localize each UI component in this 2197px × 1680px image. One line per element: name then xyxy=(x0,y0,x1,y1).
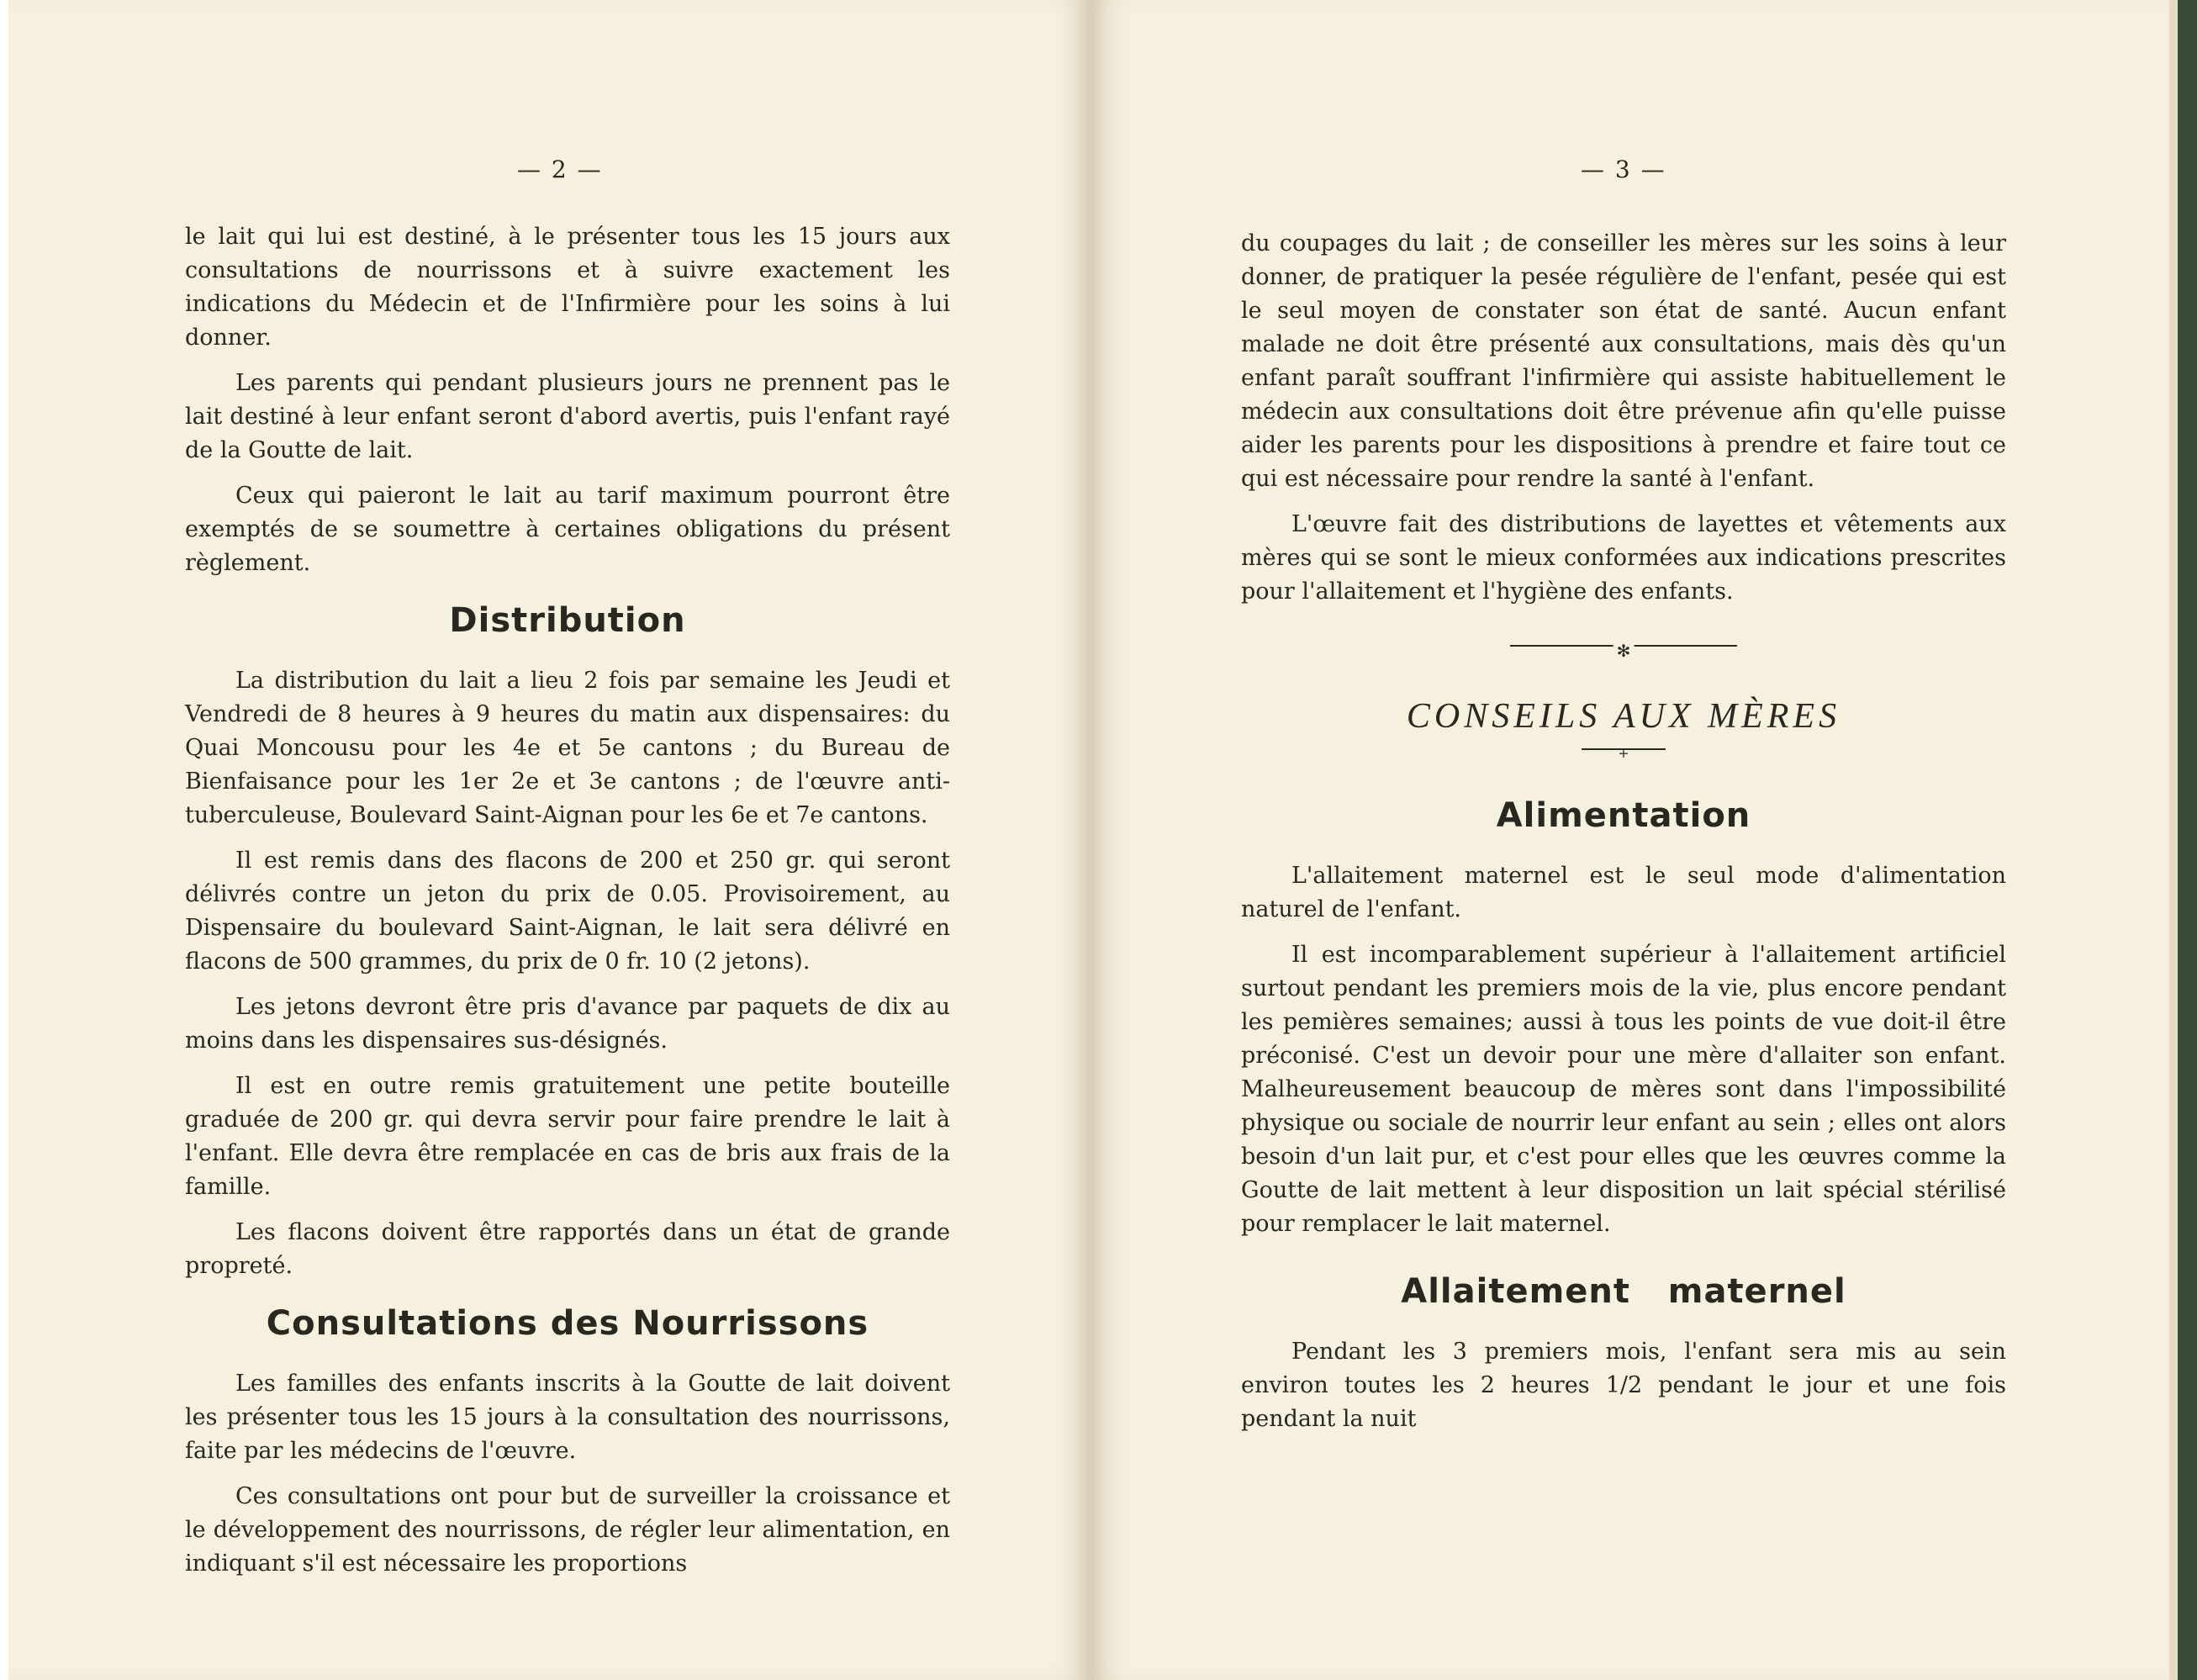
right-text-column xyxy=(1241,227,2006,1448)
paragraph: du coupages du lait ; de conseiller les mères sur les soins à leur donner, de pratiquer la pesée régulière de l'enfant, pesée qui est le seul moyen de constater son état de santé. Aucun enfant malade ne doit être présenté aux consultations, mais dès qu'un enfant paraît souffrant l'infirmière qui assiste habituellement le médecin aux consultations doit être prévenue afin qu'elle puisse aider les parents pour les dispositions à prendre et faire tout ce qui est nécessaire pour rendre la santé à l'enfant. xyxy=(1241,230,2006,492)
page-edge xyxy=(2169,0,2178,1680)
paragraph: L'allaitement maternel est le seul mode d'alimentation naturel de l'enfant. xyxy=(1241,863,2006,922)
paragraph: Les familles des enfants inscrits à la Goutte de lait doivent les présenter tous les 15 jours à la consultation des nourrissons, faite par les médecins de l'œuvre. xyxy=(185,1371,950,1464)
page-number: — 2 — xyxy=(517,156,603,183)
section-title-conseils: CONSEILS AUX MÈRES xyxy=(1406,697,1841,736)
section-title-distribution: Distribution xyxy=(449,601,686,640)
paragraph: le lait qui lui est destiné, à le présenter tous les 15 jours aux consultations de nourrissons et à suivre exactement les indications du Médecin et de l'Infirmière pour les soins à lui donner. xyxy=(185,224,950,351)
short-rule xyxy=(1582,743,1666,761)
left-text-column xyxy=(185,220,950,1593)
paragraph: Il est en outre remis gratuitement une petite bouteille graduée de 200 gr. qui devra servir pour faire prendre le lait à l'enfant. Elle devra être remplacée en cas de bris aux frais de la famille. xyxy=(185,1073,950,1200)
ornamental-rule xyxy=(1510,637,1737,661)
paragraph: La distribution du lait a lieu 2 fois par semaine les Jeudi et Vendredi de 8 heures à 9 heures du matin aux dispensaires: du Quai Moncousu pour les 4e et 5e cantons ; du Bureau de Bienfaisance pour les 1er 2e et 3e cantons ; de l'œuvre anti-tuberculeuse, Boulevard Saint-Aignan pour les 6e et 7e cantons. xyxy=(185,668,950,828)
paragraph: Il est remis dans des flacons de 200 et 250 gr. qui seront délivrés contre un jeton du prix de 0.05. Provisoirement, au Dispensaire du boulevard Saint-Aignan, le lait sera délivré en flacons de 500 grammes, du prix de 0 fr. 10 (2 jetons). xyxy=(185,848,950,975)
paragraph: Il est incomparablement supérieur à l'allaitement artificiel surtout pendant les premiers mois de la vie, plus encore pendant les pemières semaines; aussi à tous les points de vue doit-il être préconisé. C'est un devoir pour une mère d'allaiter son enfant. Malheureusement beaucoup de mères sont dans l'impossibilité physique ou sociale de nourrir leur enfant au sein ; elles ont alors besoin d'un lait pur, et c'est pour elles que les œuvres comme la Goutte de lait mettent à leur disposition un lait spécial stérilisé pour remplacer le lait maternel. xyxy=(1241,942,2006,1237)
section-title-alimentation: Alimentation xyxy=(1496,796,1751,835)
ornament-icon: ✻ xyxy=(1613,634,1635,668)
paragraph: Pendant les 3 premiers mois, l'enfant sera mis au sein environ toutes les 2 heures 1/2 pendant le jour et une fois pendant la nuit xyxy=(1241,1339,2006,1432)
page-number: — 3 — xyxy=(1581,156,1666,183)
cross-ornament-icon: + xyxy=(1618,745,1629,761)
section-title-allaitement: Allaitement maternel xyxy=(1401,1272,1846,1311)
paragraph: Ces consultations ont pour but de surveiller la croissance et le développement des nourrissons, de régler leur alimentation, en indiquant s'il est nécessaire les proportions xyxy=(185,1483,950,1577)
paragraph: Les jetons devront être pris d'avance par paquets de dix au moins dans les dispensaires sus-désignés. xyxy=(185,994,950,1054)
left-page xyxy=(8,0,1089,1680)
paragraph: L'œuvre fait des distributions de layettes et vêtements aux mères qui se sont le mieux conformées aux indications prescrites pour l'allaitement et l'hygiène des enfants. xyxy=(1241,511,2006,605)
paragraph: Les parents qui pendant plusieurs jours ne prennent pas le lait destiné à leur enfant seront d'abord avertis, puis l'enfant rayé de la Goutte de lait. xyxy=(185,370,950,463)
paragraph: Ceux qui paieront le lait au tarif maximum pourront être exemptés de se soumettre à certaines obligations du présent règlement. xyxy=(185,483,950,576)
section-title-consultations: Consultations des Nourrissons xyxy=(266,1304,869,1343)
right-page xyxy=(1093,0,2178,1680)
paragraph: Les flacons doivent être rapportés dans un état de grande propreté. xyxy=(185,1219,950,1279)
book-cover-edge xyxy=(2178,0,2197,1680)
